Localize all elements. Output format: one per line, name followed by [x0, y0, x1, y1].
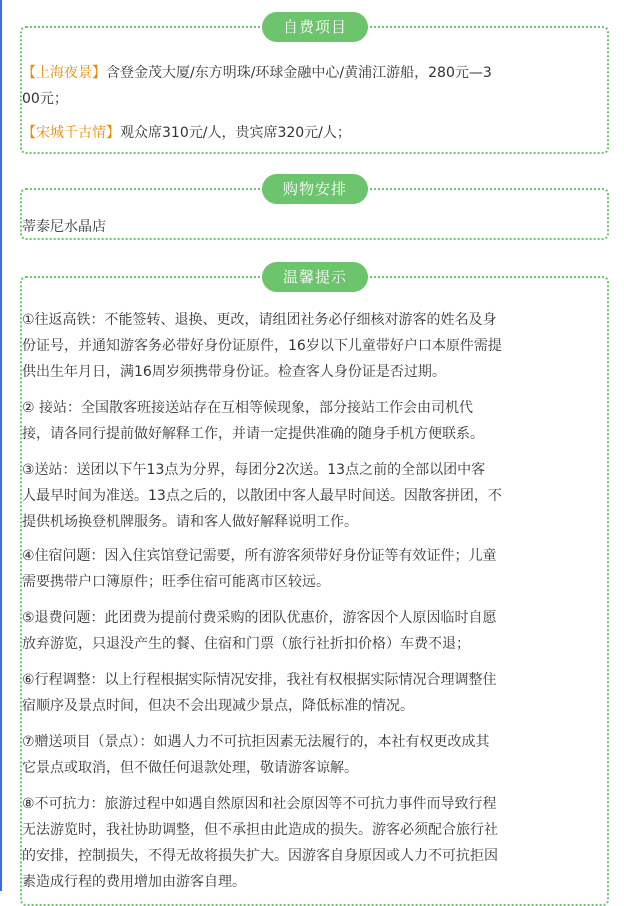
self-pay-item-tag: 【宋城千古情】: [22, 125, 120, 141]
left-edge-line: [0, 0, 2, 891]
tip-item: [22, 457, 588, 535]
tip-line: 素造成行程的费用增加由游客自理。: [22, 874, 246, 890]
shopping-text: 蒂泰尼水晶店: [22, 219, 106, 235]
shopping-title: 购物安排: [262, 174, 368, 204]
tip-line: 提供机场换登机牌服务。请和客人做好解释说明工作。: [22, 514, 358, 530]
tip-item: [22, 667, 588, 719]
tip-line: ⑤退费问题：此团费为提前付费采购的团队优惠价，游客因个人原因临时自愿: [22, 610, 497, 626]
tip-item: [22, 395, 588, 447]
self-pay-title: 自费项目: [262, 12, 368, 42]
tip-line: 无法游览时，我社协助调整，但不承担由此造成的损失。游客必须配合旅行社: [22, 822, 498, 838]
tip-item: [22, 543, 588, 595]
self-pay-item-text: 观众席310元/人，贵宾席320元/人；: [120, 125, 351, 141]
tip-line: ③送站：送团以下午13点为分界，每团分2次送。13点之前的全部以团中客: [22, 462, 486, 478]
tip-line: 供出生年月日，满16周岁须携带身份证。检查客人身份证是否过期。: [22, 364, 446, 380]
tip-line: 人最早时间为准送。13点之后的，以散团中客人最早时间送。因散客拼团，不: [22, 488, 502, 504]
tip-line: ⑦赠送项目（景点）：如遇人力不可抗拒因素无法履行的，本社有权更改成其: [22, 734, 490, 750]
self-pay-item-cont: 00元；: [22, 91, 68, 107]
tip-item: [22, 729, 588, 781]
tip-line: 宿顺序及景点时间，但决不会出现减少景点，降低标准的情况。: [22, 698, 414, 714]
tip-line: 需要携带户口簿原件；旺季住宿可能离市区较远。: [22, 574, 330, 590]
tips-title: 温馨提示: [262, 262, 368, 292]
tip-line: ⑧不可抗力：旅游过程中如遇自然原因和社会原因等不可抗力事件而导致行程: [22, 796, 497, 812]
tip-line: ④住宿问题：因入住宾馆登记需要，所有游客须带好身份证等有效证件；儿童: [22, 548, 497, 564]
tip-line: ⑥行程调整：以上行程根据实际情况安排，我社有权根据实际情况合理调整住: [22, 672, 497, 688]
tip-line: ①往返高铁：不能签转、退换、更改，请组团社务必仔细核对游客的姓名及身: [22, 312, 497, 328]
tip-item: [22, 605, 588, 657]
tip-line: 放弃游览，只退没产生的餐、住宿和门票（旅行社折扣价格）车费不退；: [22, 636, 470, 652]
tip-line: 接，请各同行提前做好解释工作，并请一定提供准确的随身手机方便联系。: [22, 426, 484, 442]
tip-line: 的安排，控制损失，不得无故将损失扩大。因游客自身原因或人力不可抗拒因: [22, 848, 498, 864]
self-pay-item-text: 含登金茂大厦/东方明珠/环球金融中心/黄浦江游船，280元—3: [106, 65, 492, 81]
self-pay-item-tag: 【上海夜景】: [22, 65, 106, 81]
tip-item: [22, 307, 588, 385]
self-pay-item: [22, 62, 614, 82]
tip-line: ② 接站：全国散客班接送站存在互相等候现象，部分接站工作会由司机代: [22, 400, 473, 416]
self-pay-item: [22, 122, 614, 142]
tip-line: 它景点或取消，但不做任何退款处理，敬请游客谅解。: [22, 760, 358, 776]
tip-line: 份证号，并通知游客务必带好身份证原件，16岁以下儿童带好户口本原件需提: [22, 338, 502, 354]
tip-item: [22, 791, 588, 895]
